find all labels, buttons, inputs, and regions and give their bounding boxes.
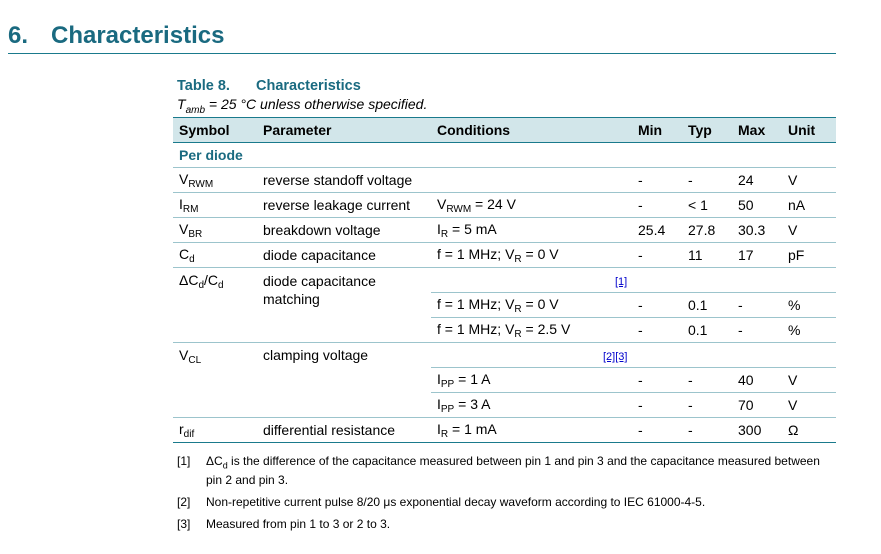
header-min: Min: [632, 118, 682, 143]
row-conditions: $V_{RWM} = 24$ V: [431, 193, 632, 218]
row-reference: [431, 343, 836, 368]
row-symbol: $C_d$: [173, 243, 257, 268]
header-conditions: Conditions: [431, 118, 632, 143]
row-conditions: $I_{PP} = 3$ A: [431, 393, 632, 418]
row-symbol: $V_{RWM}$: [173, 168, 257, 193]
table-row: [173, 343, 836, 368]
row-typ: -: [682, 368, 732, 393]
row-min: -: [632, 193, 682, 218]
row-typ: -: [682, 393, 732, 418]
row-conditions: f = 1 MHz; $V_R = 2.5$ V: [431, 318, 632, 343]
note-mark: [1]: [177, 454, 191, 468]
row-min: -: [632, 243, 682, 268]
row-parameter: reverse standoff voltage: [257, 168, 431, 193]
row-symbol: $\Delta C_d/C_d$: [173, 268, 257, 343]
row-typ: 11: [682, 243, 732, 268]
row-typ: -: [682, 168, 732, 193]
row-conditions: f = 1 MHz; $V_R = 0$ V: [431, 293, 632, 318]
header-parameter: Parameter: [257, 118, 431, 143]
footnote-link[interactable]: [1]: [615, 276, 628, 288]
row-symbol: $r_{dif}$: [173, 418, 257, 443]
row-conditions: $I_R = 1$ mA: [431, 418, 632, 443]
note-mark: [3]: [177, 517, 191, 532]
row-parameter: clamping voltage: [257, 343, 431, 418]
row-typ: 0.1: [682, 293, 732, 318]
row-min: -: [632, 393, 682, 418]
row-unit: nA: [782, 193, 836, 218]
row-unit: V: [782, 368, 836, 393]
row-conditions: [431, 168, 632, 193]
table-row: [173, 243, 836, 268]
row-max: 30.3: [732, 218, 782, 243]
section-number: 6.: [8, 22, 29, 49]
row-unit: V: [782, 168, 836, 193]
row-symbol: $I_{RM}$: [173, 193, 257, 218]
note-text: Measured from pin 1 to 3 or 2 to 3.: [206, 517, 391, 532]
row-typ: < 1: [682, 193, 732, 218]
row-conditions: $I_{PP} = 1$ A: [431, 368, 632, 393]
row-unit: pF: [782, 243, 836, 268]
note-1: [177, 454, 837, 488]
note-text: $\Delta C_d$ is the difference of the capacitance measured between pin 1 and pin 3 and the capacitance measured between pin 2 and pin 3.: [206, 454, 820, 488]
header-max: Max: [732, 118, 782, 143]
row-reference: [431, 268, 836, 293]
row-unit: V: [782, 393, 836, 418]
note-text: Non-repetitive current pulse 8/20 μs exponential decay waveform according to IEC 61000-4-5.: [206, 495, 706, 510]
row-max: 50: [732, 193, 782, 218]
table-title: Characteristics: [256, 78, 361, 94]
section-heading: [8, 22, 836, 54]
row-parameter: breakdown voltage: [257, 218, 431, 243]
row-unit: %: [782, 318, 836, 343]
row-min: -: [632, 418, 682, 443]
row-unit: Ω: [782, 418, 836, 443]
row-conditions: f = 1 MHz; $V_R = 0$ V: [431, 243, 632, 268]
row-min: -: [632, 293, 682, 318]
table-header-row: [173, 118, 836, 143]
table-notes: [177, 454, 837, 539]
table-row: [173, 193, 836, 218]
row-max: -: [732, 318, 782, 343]
row-min: -: [632, 368, 682, 393]
row-max: 70: [732, 393, 782, 418]
section-title-text: Characteristics: [51, 22, 225, 49]
note-mark: [2]: [177, 495, 191, 510]
note-3: [177, 517, 837, 532]
row-unit: %: [782, 293, 836, 318]
row-symbol: $V_{BR}$: [173, 218, 257, 243]
row-typ: -: [682, 418, 732, 443]
row-parameter: diode capacitance matching: [257, 268, 431, 343]
table-caption: [177, 78, 361, 94]
table-row: [173, 168, 836, 193]
row-min: -: [632, 168, 682, 193]
row-max: 40: [732, 368, 782, 393]
table-row: [173, 418, 836, 443]
header-unit: Unit: [782, 118, 836, 143]
section-title: [8, 22, 836, 50]
row-conditions: $I_R = 5$ mA: [431, 218, 632, 243]
group-row: [173, 143, 836, 168]
characteristics-table: [173, 117, 836, 443]
row-typ: 27.8: [682, 218, 732, 243]
row-max: 17: [732, 243, 782, 268]
row-parameter: differential resistance: [257, 418, 431, 443]
row-max: -: [732, 293, 782, 318]
table-row: [173, 268, 836, 293]
header-symbol: Symbol: [173, 118, 257, 143]
row-parameter: reverse leakage current: [257, 193, 431, 218]
row-parameter: diode capacitance: [257, 243, 431, 268]
table-subtitle: $T_{amb} = 25$ °C unless otherwise specified.: [177, 96, 428, 116]
row-min: 25.4: [632, 218, 682, 243]
note-2: [177, 495, 837, 510]
row-max: 300: [732, 418, 782, 443]
group-label: Per diode: [173, 143, 836, 168]
row-typ: 0.1: [682, 318, 732, 343]
header-typ: Typ: [682, 118, 732, 143]
row-min: -: [632, 318, 682, 343]
row-max: 24: [732, 168, 782, 193]
table-label: Table 8.: [177, 78, 230, 94]
footnote-link[interactable]: [2][3]: [603, 351, 628, 363]
row-unit: V: [782, 218, 836, 243]
table-row: [173, 218, 836, 243]
row-symbol: $V_{CL}$: [173, 343, 257, 418]
